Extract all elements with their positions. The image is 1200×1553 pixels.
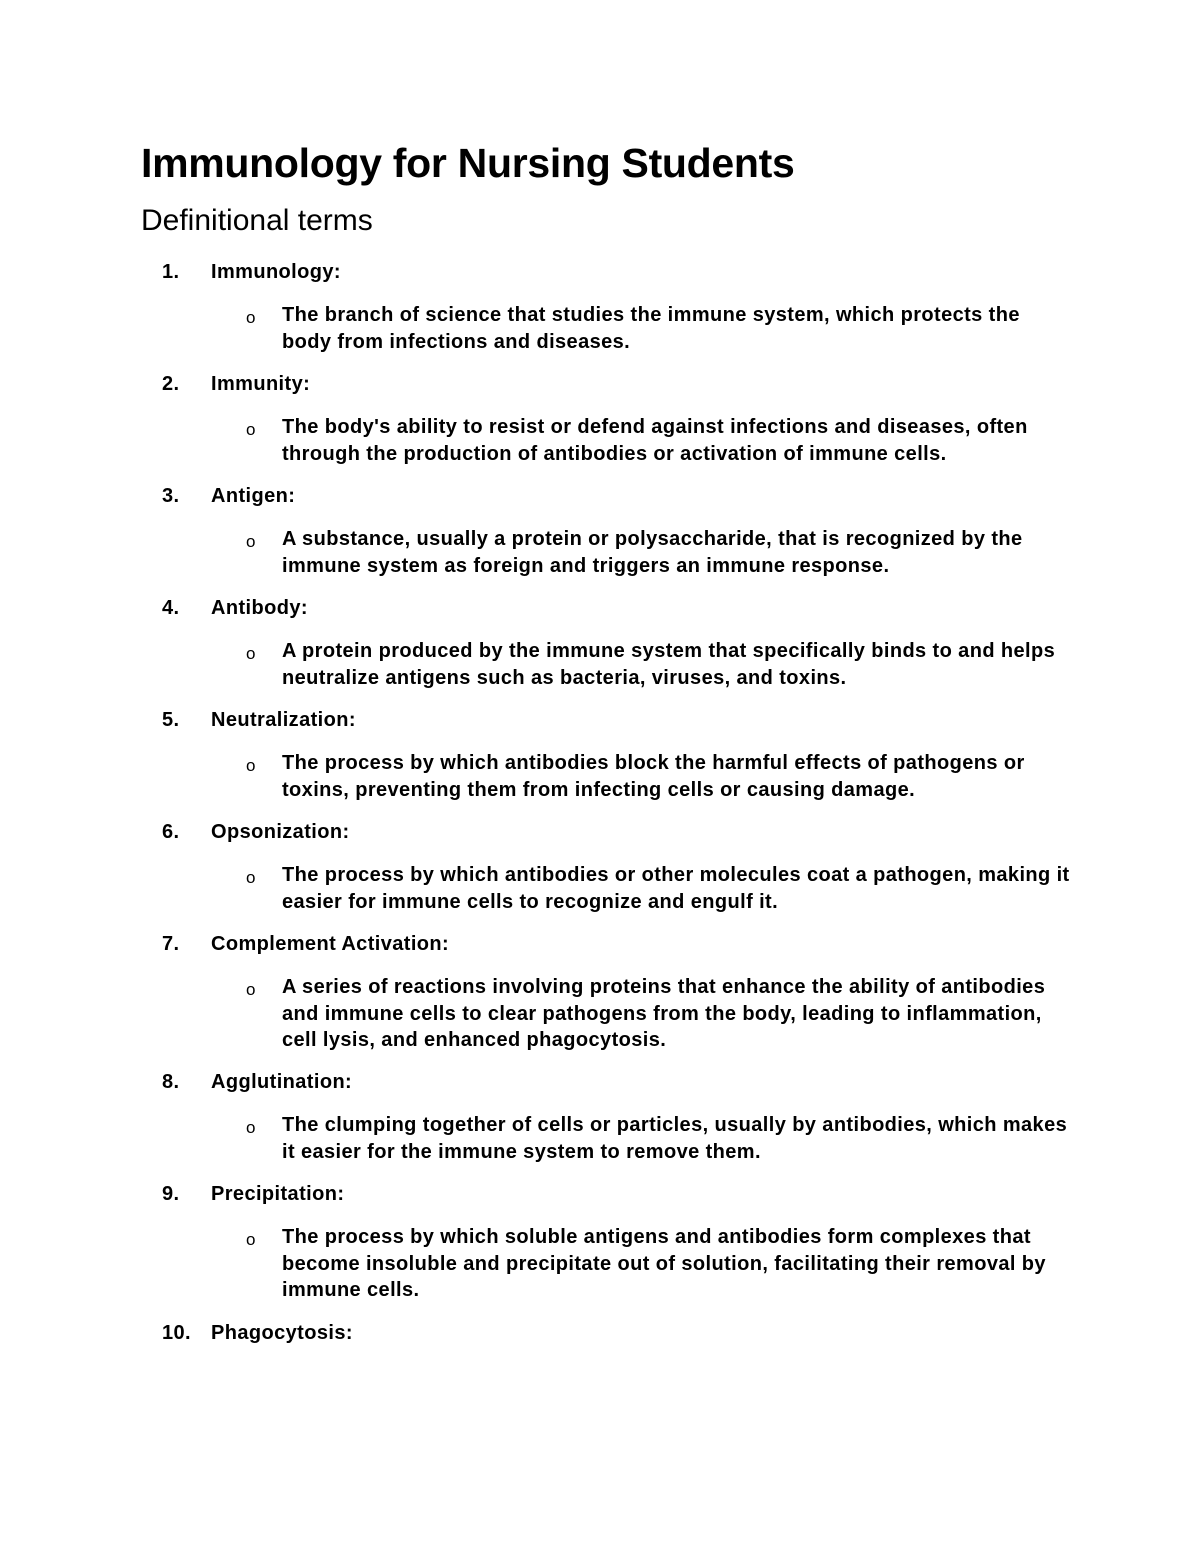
term-name: Immunity: <box>211 373 311 395</box>
term-name: Neutralization: <box>211 709 356 731</box>
term-definition: The process by which soluble antigens and antibodies form complexes that become insoluble and precipitate out of solution, facilitating their removal by immune cells. <box>282 1226 1046 1302</box>
item-number: 7. <box>162 933 180 955</box>
item-number: 8. <box>162 1071 180 1093</box>
item-number: 3. <box>162 485 180 507</box>
bullet-icon: o <box>246 980 256 999</box>
item-number: 9. <box>162 1183 180 1205</box>
page-title: Immunology for Nursing Students <box>141 140 795 186</box>
bullet-icon: o <box>246 308 256 327</box>
term-definition: A protein produced by the immune system that specifically binds to and helps neutralize antigens such as bacteria, viruses, and toxins. <box>282 640 1056 689</box>
item-number: 1. <box>162 261 180 283</box>
item-number: 4. <box>162 597 180 619</box>
term-definition: The clumping together of cells or particles, usually by antibodies, which makes it easier for the immune system to remove them. <box>282 1114 1068 1163</box>
term-definition: The process by which antibodies block the harmful effects of pathogens or toxins, preventing them from infecting cells or causing damage. <box>282 752 1025 801</box>
item-number: 6. <box>162 821 180 843</box>
bullet-icon: o <box>246 532 256 551</box>
section-heading: Definitional terms <box>141 204 373 237</box>
term-name: Complement Activation: <box>211 933 450 955</box>
bullet-icon: o <box>246 1118 256 1137</box>
bullet-icon: o <box>246 756 256 775</box>
term-definition: A series of reactions involving proteins that enhance the ability of antibodies and immune cells to clear pathogens from the body, leading to inflammation, cell lysis, and enhanced phagocytosis. <box>282 976 1046 1052</box>
bullet-icon: o <box>246 868 256 887</box>
bullet-icon: o <box>246 420 256 439</box>
item-number: 2. <box>162 373 180 395</box>
term-name: Opsonization: <box>211 821 350 843</box>
term-name: Precipitation: <box>211 1183 345 1205</box>
item-number: 5. <box>162 709 180 731</box>
term-definition: The process by which antibodies or other molecules coat a pathogen, making it easier for immune cells to recognize and engulf it. <box>282 864 1070 913</box>
item-number: 10. <box>162 1322 192 1344</box>
term-name: Phagocytosis: <box>211 1322 353 1344</box>
term-definition: The body's ability to resist or defend against infections and diseases, often through the production of antibodies or activation of immune cells. <box>282 416 1028 465</box>
term-name: Immunology: <box>211 261 341 283</box>
term-definition: A substance, usually a protein or polysaccharide, that is recognized by the immune system as foreign and triggers an immune response. <box>282 528 1023 577</box>
bullet-icon: o <box>246 1230 256 1249</box>
bullet-icon: o <box>246 644 256 663</box>
term-definition: The branch of science that studies the immune system, which protects the body from infections and diseases. <box>282 304 1020 353</box>
term-name: Antibody: <box>211 597 308 619</box>
term-name: Antigen: <box>211 485 296 507</box>
term-name: Agglutination: <box>211 1071 353 1093</box>
